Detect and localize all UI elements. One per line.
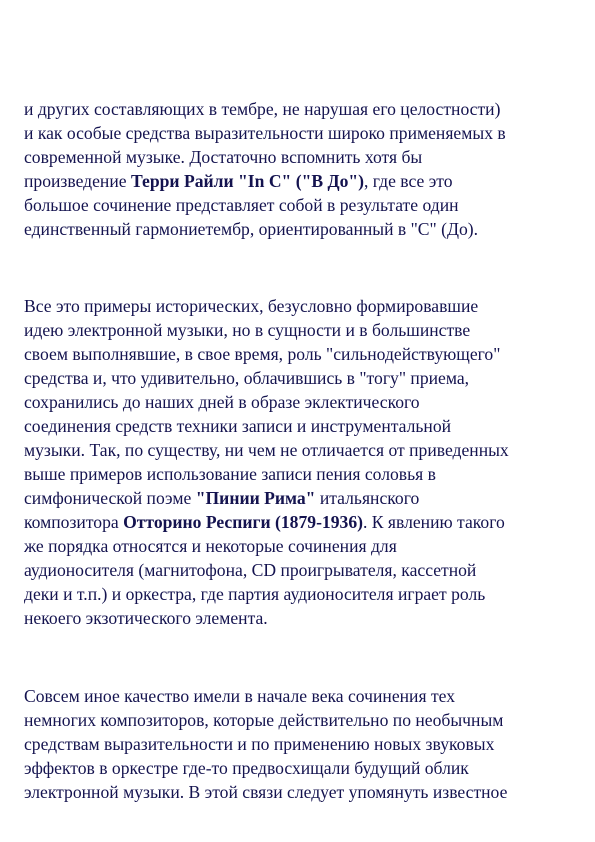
paragraph-3-line-5: электронной музыки. В этой связи следует упомянуть известное	[24, 782, 508, 802]
paragraph-1-line-4	[24, 169, 453, 193]
paragraph-2-line-9	[24, 486, 419, 510]
paragraph-2-line-11: же порядка относятся и некоторые сочинения для	[24, 536, 397, 556]
paragraph-2-line-5: сохранились до наших дней в образе эклектического	[24, 392, 420, 412]
line-text: произведение	[24, 171, 131, 191]
paragraph-2-line-1: Все это примеры исторических, безусловно формировавшие	[24, 296, 479, 316]
line-text: итальянского	[315, 488, 420, 508]
paragraph-3-line-1: Совсем иное качество имели в начале века сочинения тех	[24, 686, 456, 706]
paragraph-3-line-3: средствам выразительности и по применению новых звуковых	[24, 734, 495, 754]
paragraph-2-line-4: средства и, что удивительно, облачившись в "тогу" приема,	[24, 368, 470, 388]
paragraph-1-line-1: и других составляющих в тембре, не нарушая его целостности)	[24, 99, 501, 119]
paragraph-2-line-14: некоего экзотического элемента.	[24, 608, 268, 628]
paragraph-2-line-13: деки и т.п.) и оркестра, где партия аудионосителя играет роль	[24, 584, 486, 604]
paragraph-1-line-2: и как особые средства выразительности широко применяемых в	[24, 123, 506, 143]
paragraph-2-line-10	[24, 510, 505, 534]
paragraph-1-line-3: современной музыке. Достаточно вспомнить хотя бы	[24, 147, 423, 167]
line-text: . К явлению такого	[362, 512, 505, 532]
composer-name-respighi: Отторино Респиги (1879-1936)	[123, 512, 363, 532]
paragraph-2-line-3: своем выполнявшие, в свое время, роль "сильнодействующего"	[24, 344, 501, 364]
paragraph-3-line-2: немногих композиторов, которые действительно по необычным	[24, 710, 504, 730]
paragraph-1-line-6: единственный гармониетембр, ориентированный в "С" (До).	[24, 219, 479, 239]
paragraph-2-line-12: аудионосителя (магнитофона, CD проигрывателя, кассетной	[24, 560, 477, 580]
work-title-terry-riley: Терри Райли "In C" ("В До")	[130, 171, 364, 191]
paragraph-2-line-7: музыки. Так, по существу, ни чем не отличается от приведенных	[24, 440, 509, 460]
line-text: композитора	[24, 512, 124, 532]
paragraph-1-line-5: большое сочинение представляет собой в результате один	[24, 195, 459, 215]
work-title-pines-of-rome: "Пинии Рима"	[195, 488, 316, 508]
paragraph-2-line-6: соединения средств техники записи и инструментальной	[24, 416, 452, 436]
paragraph-3-line-4: эффектов в оркестре где-то предвосхищали будущий облик	[24, 758, 469, 778]
paragraph-2-line-8: выше примеров использование записи пения соловья в	[24, 464, 436, 484]
line-text: симфонической поэме	[24, 488, 196, 508]
line-text: , где все это	[364, 171, 453, 191]
paragraph-2-line-2: идею электронной музыки, но в сущности и в большинстве	[24, 320, 471, 340]
